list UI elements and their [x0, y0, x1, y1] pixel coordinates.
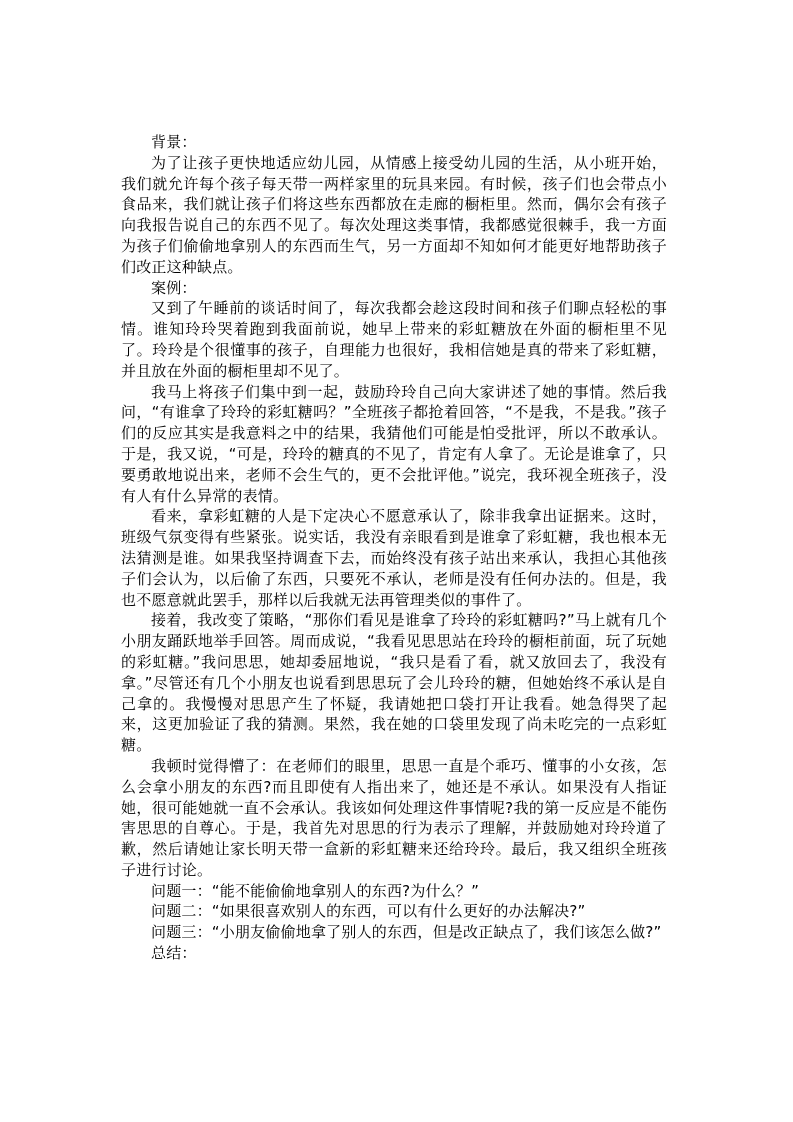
paragraph-case-5: 我顿时觉得懵了：在老师们的眼里，思思一直是个乖巧、懂事的小女孩，怎么会拿小朋友的东西?而且即使有人指出来了，她还是不承认。如果没有人指证她，很可能她就一直不会承认。我该如何处理这件事情呢?我的第一反应是不能伤害思思的自尊心。于是，我首先对思思的行为表示了理解，并鼓励她对玲玲道了歉，然后请她让家长明天带一盒新的彩虹糖来还给玲玲。最后，我又组织全班孩子进行讨论。 [121, 756, 667, 879]
paragraph-case-1: 又到了午睡前的谈话时间了，每次我都会趁这段时间和孩子们聊点轻松的事情。谁知玲玲哭着跑到我面前说，她早上带来的彩虹糖放在外面的橱柜里不见了。玲玲是个很懂事的孩子，自理能力也很好，我相信她是真的带来了彩虹糖，并且放在外面的橱柜里却不见了。 [121, 299, 667, 380]
heading-summary: 总结： [151, 944, 197, 963]
question-three: 问题三：“小朋友偷偷地拿了别人的东西，但是改正缺点了，我们该怎么做?” [151, 923, 662, 942]
paragraph-case-3: 看来，拿彩虹糖的人是下定决心不愿意承认了，除非我拿出证据来。这时，班级气氛变得有些紧张。说实话，我没有亲眼看到是谁拿了彩虹糖，我也根本无法猜测是谁。如果我坚持调查下去，而始终没有孩子站出来承认，我担心其他孩子们会认为，以后偷了东西，只要死不承认，老师是没有任何办法的。但是，我也不愿意就此罢手，那样以后我就无法再管理类似的事件了。 [121, 507, 667, 609]
paragraph-case-4: 接着，我改变了策略，“那你们看见是谁拿了玲玲的彩虹糖吗?”马上就有几个小朋友踊跃地举手回答。周而成说，“我看见思思站在玲玲的橱柜前面，玩了玩她的彩虹糖。”我问思思，她却委屈地说，“我只是看了看，就又放回去了，我没有拿。”尽管还有几个小朋友也说看到思思玩了会儿玲玲的糖，但她始终不承认是自己拿的。我慢慢对思思产生了怀疑，我请她把口袋打开让我看。她急得哭了起来，这更加验证了我的猜测。果然，我在她的口袋里发现了尚未吃完的一点彩虹糖。 [121, 611, 667, 755]
question-one: 问题一：“能不能偷偷地拿别人的东西?为什么？” [151, 881, 480, 900]
heading-case: 案例： [151, 278, 197, 297]
question-two: 问题二：“如果很喜欢别人的东西，可以有什么更好的办法解决?” [151, 902, 586, 921]
document-page [121, 132, 667, 964]
heading-background: 背景： [151, 133, 197, 151]
paragraph-case-2: 我马上将孩子们集中到一起，鼓励玲玲自己向大家讲述了她的事情。然后我问，“有谁拿了玲玲的彩虹糖吗？”全班孩子都抢着回答，“不是我，不是我。”孩子们的反应其实是我意料之中的结果，我猜他们可能是怕受批评，所以不敢承认。于是，我又说，“可是，玲玲的糖真的不见了，肯定有人拿了。无论是谁拿了，只要勇敢地说出来，老师不会生气的，更不会批评他。”说完，我环视全班孩子，没有人有什么异常的表情。 [121, 382, 667, 505]
paragraph-background: 为了让孩子更快地适应幼儿园，从情感上接受幼儿园的生活，从小班开始，我们就允许每个孩子每天带一两样家里的玩具来园。有时候，孩子们也会带点小食品来，我们就让孩子们将这些东西都放在走廊的橱柜里。然而，偶尔会有孩子向我报告说自己的东西不见了。每次处理这类事情，我都感觉很棘手，我一方面为孩子们偷偷地拿别人的东西而生气，另一方面却不知如何才能更好地帮助孩子们改正这种缺点。 [121, 153, 667, 276]
